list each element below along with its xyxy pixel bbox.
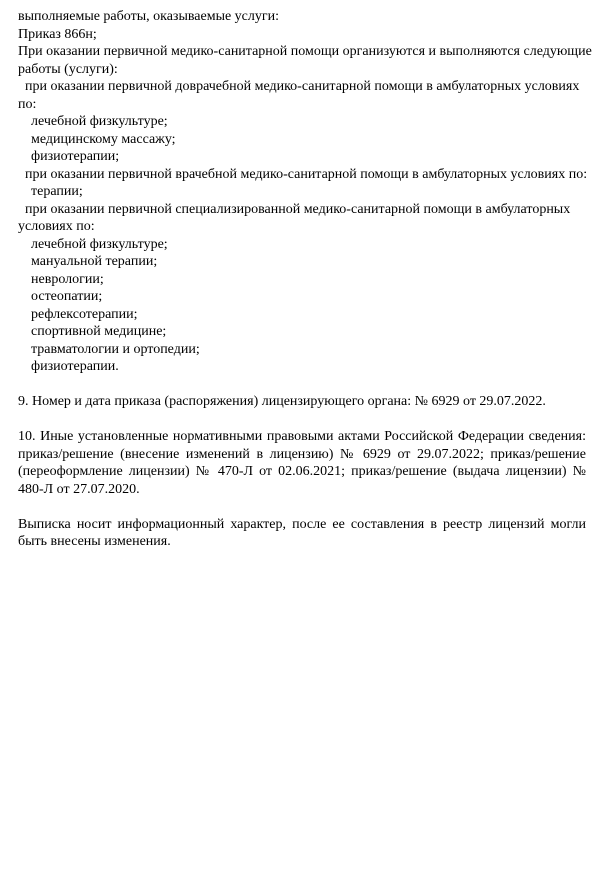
spacer [18,498,586,516]
works-intro: выполняемые работы, оказываемые услуги: [18,9,280,24]
license-extract-page [18,8,592,551]
specialized-care-heading-2: условиях по: [18,219,95,234]
list-item: медицинскому массажу; [31,131,176,147]
list-item: терапии; [31,184,83,199]
list-item: травматологии и ортопедии; [31,341,200,357]
prehospital-care-heading-1: при оказании первичной доврачебной медико-санитарной помощи в амбулаторных условиях [25,79,580,94]
list-item: лечебной физкультуре; [31,236,168,252]
list-item: спортивной медицине; [31,324,167,339]
works-lead-line-2: работы (услуги): [18,61,118,77]
list-item: физиотерапии. [31,359,119,374]
section-9-order-number: 9. Номер и дата приказа (распоряжения) лицензирующего органа: № 6929 от 29.07.2022. [18,394,546,409]
specialized-care-heading-1: при оказании первичной специализированной медико-санитарной помощи в амбулаторных [25,201,571,217]
list-item: мануальной терапии; [31,254,158,269]
spacer [18,376,586,394]
section-10-other-info: 10. Иные установленные нормативными правовыми актами Российской Федерации сведения: приказ/решение (внесение изменений в лицензию) № 6929 от 29.07.2022; приказ/решение (переоформление лицензии) № 470-Л от 02.06.2021; приказ/решение (выдача лицензии) № 480-Л от 27.07.2020. [18,429,586,497]
spacer [18,411,586,429]
list-item: лечебной физкультуре; [31,114,168,129]
list-item: остеопатии; [31,289,103,304]
physician-care-heading: при оказании первичной врачебной медико-санитарной помощи в амбулаторных условиях по: [25,166,588,182]
order-number: Приказ 866н; [18,26,97,42]
prehospital-care-heading-2: по: [18,96,37,112]
list-item: рефлексотерапии; [31,306,138,322]
disclaimer-note: Выписка носит информационный характер, после ее составления в реестр лицензий могли быть внесены изменения. [18,516,586,549]
list-item: физиотерапии; [31,149,120,164]
works-lead-line-1: При оказании первичной медико-санитарной помощи организуются и выполняются следующие [18,44,592,59]
list-item: неврологии; [31,271,104,287]
